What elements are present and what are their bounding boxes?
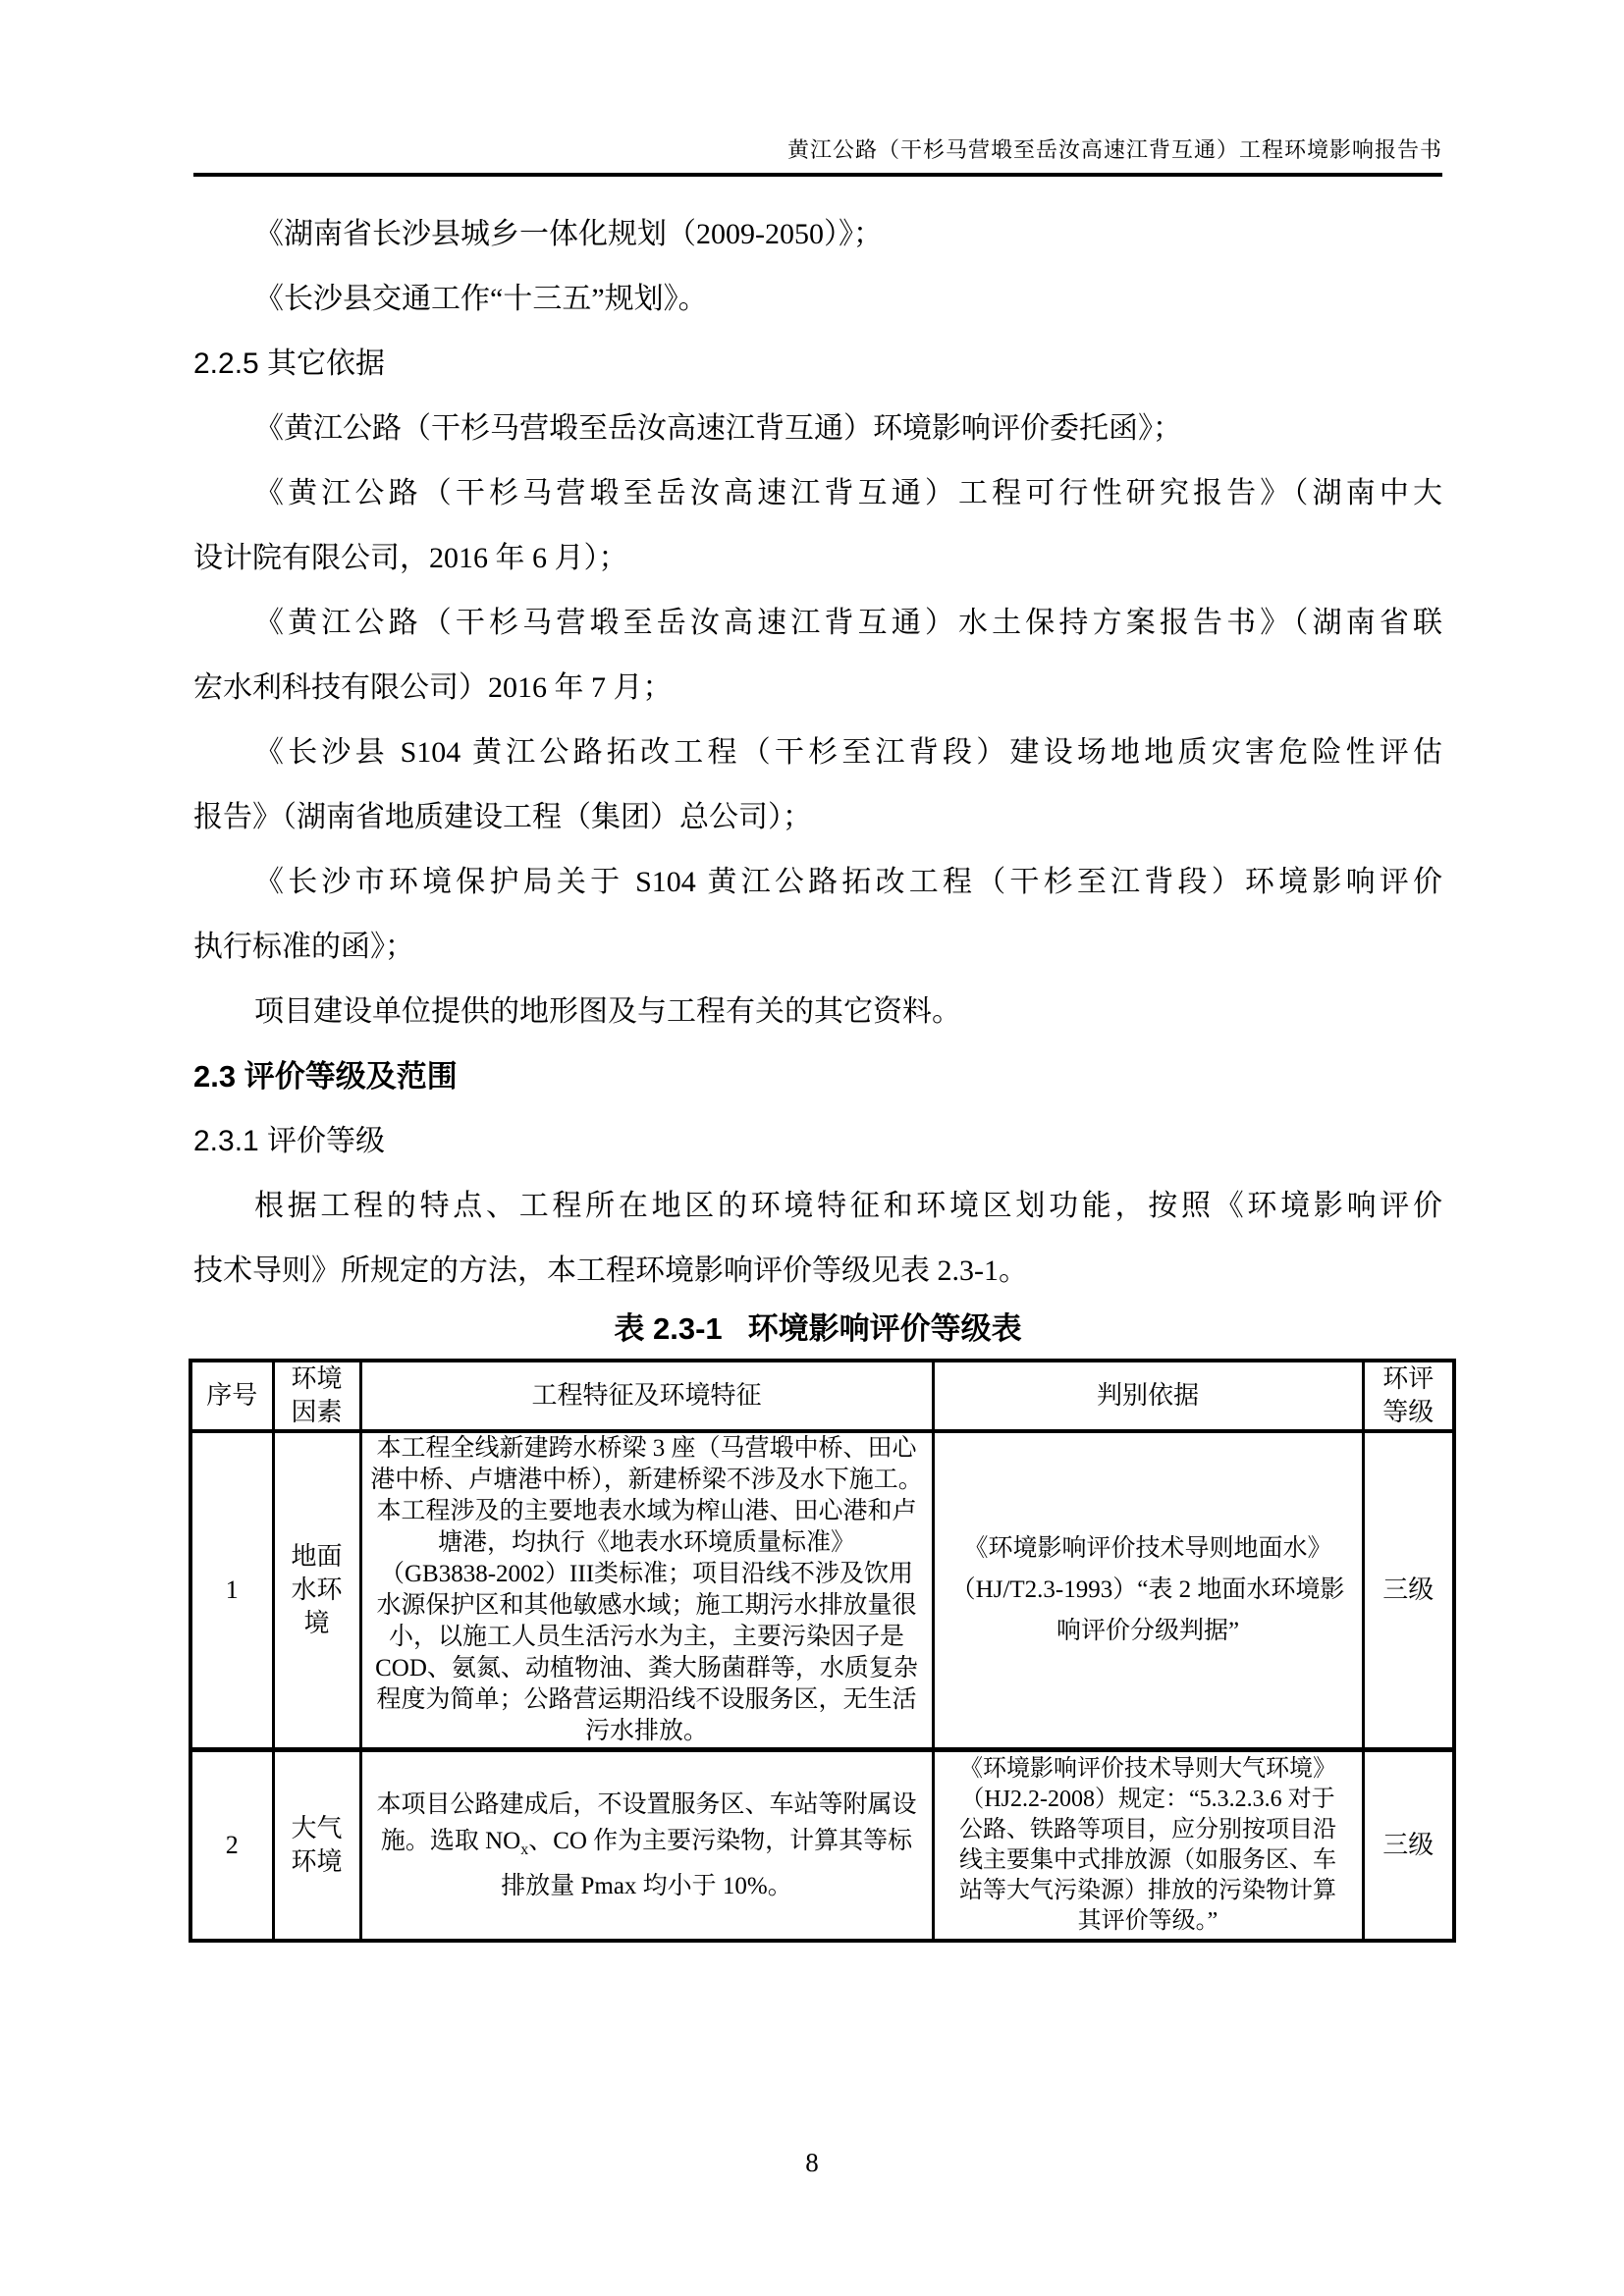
- text-line: （HJ2.2-2008）规定：“5.3.2.3.6 对于: [960, 1787, 1335, 1812]
- cell-no-1: 1: [190, 1431, 273, 1750]
- subscript-x: x: [520, 1842, 529, 1858]
- text-line: 公路、铁路等项目，应分别按项目沿: [959, 1817, 1336, 1842]
- table-caption: [193, 1308, 1442, 1351]
- text-line: 《黄江公路（干杉马营塅至岳汝高速江背互通）工程可行性研究报告》（湖南中大: [254, 477, 1442, 509]
- text-line: 根据工程的特点、工程所在地区的环境特征和环境区划功能，按照《环境影响评价: [254, 1190, 1442, 1222]
- text-line: 塘港，均执行《地表水环境质量标准》: [437, 1529, 855, 1556]
- col-header-feature: [360, 1361, 933, 1431]
- cell-basis-2: [933, 1750, 1363, 1942]
- text-line: 判别依据: [1096, 1381, 1199, 1410]
- text-line: 线主要集中式排放源（如服务区、车: [959, 1847, 1336, 1873]
- text-line: 《黄江公路（干杉马营塅至岳汝高速江背互通）水土保持方案报告书》（湖南省联: [254, 607, 1442, 639]
- section-heading-2-2-5: 2.2.5 其它依据: [193, 347, 386, 380]
- text-line: 小，以施工人员生活污水为主，主要污染因子是: [388, 1624, 904, 1650]
- table-caption-title: 环境影响评价等级表: [747, 1311, 1022, 1346]
- paragraph: [193, 461, 1442, 591]
- section-heading-2-3-1: 2.3.1 评价等级: [193, 1125, 386, 1157]
- text-line: 响评价分级判据”: [1056, 1618, 1240, 1644]
- paragraph: 《长沙县交通工作“十三五”规划》。: [254, 283, 708, 315]
- cell-basis-1: [933, 1431, 1363, 1750]
- text-line: 工程特征及环境特征: [531, 1381, 762, 1410]
- text-line: 境: [303, 1609, 330, 1637]
- text-line: 环境: [291, 1847, 343, 1876]
- paragraph: [193, 721, 1442, 850]
- text-line: 本项目公路建成后，不设置服务区、车站等附属设: [376, 1791, 917, 1818]
- paragraph: [193, 1174, 1442, 1304]
- text-line: 施。选取 $NO_x$、CO 作为主要污染物，计算其等标: [380, 1828, 913, 1858]
- col-header-no: [190, 1361, 273, 1431]
- text-line: 水源保护区和其他敏感水域；施工期污水排放量很: [376, 1592, 917, 1619]
- eia-grading-table: [189, 1359, 1456, 1943]
- text-line: COD、氨氮、动植物油、粪大肠菌群等，水质复杂: [375, 1655, 918, 1682]
- text-line: 《环境影响评价技术导则地面水》: [963, 1535, 1332, 1562]
- text-line: 技术导则》所规定的方法，本工程环境影响评价等级见表 2.3-1。: [193, 1255, 1028, 1287]
- document-body: [193, 202, 1442, 1943]
- table-row: [190, 1431, 1454, 1750]
- text-line: 宏水利科技有限公司）2016 年 7 月；: [193, 671, 673, 704]
- cell-no-2: 2: [190, 1750, 273, 1942]
- paragraph: 《湖南省长沙县城乡一体化规划（2009-2050）》；: [254, 218, 883, 250]
- text-line: 《环境影响评价技术导则大气环境》: [959, 1756, 1336, 1782]
- cell-factor-2: [273, 1750, 360, 1942]
- col-header-factor: [273, 1361, 360, 1431]
- text-line: 排放量 Pmax 均小于 10%。: [501, 1873, 792, 1899]
- paragraph: 《黄江公路（干杉马营塅至岳汝高速江背互通）环境影响评价委托函》；: [254, 412, 1182, 445]
- text-line: （HJ/T2.3-1993）“表 2 地面水环境影: [950, 1576, 1345, 1603]
- text-line: 其评价等级。”: [1077, 1908, 1218, 1934]
- cell-feature-1: [360, 1431, 933, 1750]
- table-row: [190, 1750, 1454, 1942]
- cell-factor-1: [273, 1431, 360, 1750]
- paragraph: [193, 591, 1442, 721]
- text-line: 执行标准的函》；: [193, 931, 414, 963]
- header-rule: [193, 173, 1442, 177]
- running-header-title: 黄江公路（干杉马营塅至岳汝高速江背互通）工程环境影响报告书: [786, 137, 1442, 162]
- section-heading-2-3: 2.3 评价等级及范围: [193, 1059, 458, 1094]
- text-line: 序号: [206, 1381, 258, 1410]
- text-line: 水环: [291, 1575, 343, 1604]
- text-line: 《长沙县 S104 黄江公路拓改工程（干杉至江背段）建设场地地质灾害危险性评估: [254, 736, 1442, 769]
- text-line: 程度为简单；公路营运期沿线不设服务区，无生活: [376, 1686, 917, 1713]
- cell-level-2: 三级: [1363, 1750, 1454, 1942]
- text-line: 等级: [1382, 1398, 1435, 1426]
- col-header-level: [1363, 1361, 1454, 1431]
- paragraph: [193, 850, 1442, 980]
- text-line: 站等大气污染源）排放的污染物计算: [959, 1878, 1336, 1903]
- col-header-basis: [933, 1361, 1363, 1431]
- text-line: 本工程全线新建跨水桥梁 3 座（马营塅中桥、田心: [376, 1435, 917, 1462]
- text-line: 本工程涉及的主要地表水域为榨山港、田心港和卢: [376, 1498, 917, 1524]
- cell-feature-2: [360, 1750, 933, 1942]
- table-caption-label: 表 2.3-1: [614, 1311, 723, 1346]
- text-line: 环境: [291, 1364, 343, 1393]
- text-line: 污水排放。: [584, 1718, 708, 1744]
- text-line: 环评: [1382, 1364, 1435, 1393]
- text-line: 大气: [291, 1814, 343, 1842]
- text-line: 《长沙市环境保护局关于 S104 黄江公路拓改工程（干杉至江背段）环境影响评价: [254, 866, 1442, 898]
- page-number: 8: [805, 2148, 819, 2177]
- text-line: 设计院有限公司，2016 年 6 月）；: [193, 542, 628, 574]
- text-line: （GB3838-2002）III类标准；项目沿线不涉及饮用: [379, 1561, 914, 1587]
- text-line: 港中桥、卢塘港中桥），新建桥梁不涉及水下施工。: [370, 1467, 923, 1493]
- text-line: 因素: [291, 1398, 343, 1426]
- text-line: 报告》（湖南省地质建设工程（集团）总公司）；: [193, 801, 812, 833]
- table-header-row: [190, 1361, 1454, 1431]
- paragraph: 项目建设单位提供的地形图及与工程有关的其它资料。: [254, 995, 961, 1028]
- text-line: 地面: [291, 1542, 343, 1571]
- cell-level-1: 三级: [1363, 1431, 1454, 1750]
